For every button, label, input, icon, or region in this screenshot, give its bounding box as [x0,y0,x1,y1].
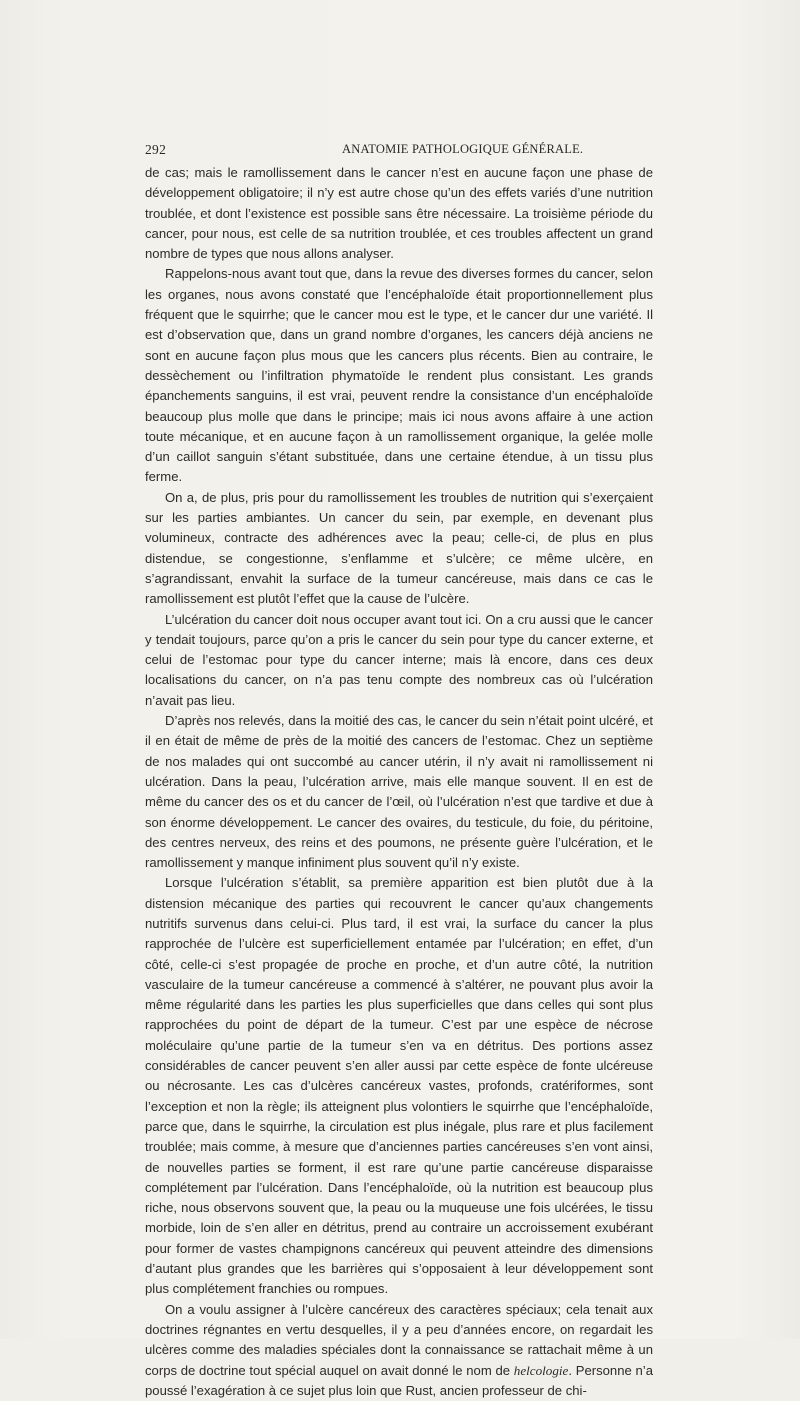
paragraph: Lorsque l’ulcération s’établit, sa première apparition est bien plutôt due à la distension mécanique des parties qui recouvrent le cancer qu’aux changements nutritifs survenus dans celui-ci. Plus tard, il est vrai, la surface du cancer la plus rapprochée de l’ulcère est superficiellement entamée par l’ulcération; en effet, d’un côté, celle-ci s’est propagée de proche en proche, et d’un autre côté, la nutrition vasculaire de la tumeur cancéreuse a commencé à s’altérer, ne pouvant plus avoir la même régularité dans les parties les plus superficielles que dans celles qui sont plus rapprochées du point de départ de la tumeur. C’est par une espèce de nécrose moléculaire qu’une partie de la tumeur s’en va en détritus. Des portions assez considérables de cancer peuvent s’en aller aussi par cette espèce de fonte ulcéreuse ou nécrosante. Les cas d’ulcères cancéreux vastes, profonds, cratériformes, sont l’exception et non la règle; ils atteignent plus volontiers le squirrhe que l’encéphaloïde, parce que, dans le squirrhe, la circulation est plus inégale, plus rare et plus facilement troublée; mais comme, à mesure que d’anciennes parties cancéreuses s’en vont ainsi, de nouvelles parties se forment, il est rare qu’une partie cancéreuse disparaisse complétement par l’ulcération. Dans l’encéphaloïde, où la nutrition est beaucoup plus riche, nous observons souvent que, la peau ou la muqueuse une fois ulcérées, le tissu morbide, loin de s’en aller en détritus, prend au contraire un accroissement exubérant pour former de vastes champignons cancéreux qui peuvent atteindre des dimensions d’autant plus grandes que les barrières qui s’opposaient à leur développement sont plus complétement franchies ou rompues. [145,875,653,1297]
text-segment: . Personne n’a poussé l’exagération à ce sujet plus loin que Rust, ancien professeur de chi- [145,1362,653,1398]
paragraph: On a, de plus, pris pour du ramollissement les troubles de nutrition qui s’exerçaient sur les parties ambiantes. Un cancer du sein, par exemple, en devenant plus volumineux, contracte des adhérences avec la peau; celle-ci, de plus en plus distendue, se congestionne, s’enflamme et s’ulcère; ce même ulcère, en s’agrandissant, envahit la surface de la tumeur cancéreuse, mais dans ce cas le ramollissement est plutôt l’effet que la cause de l’ulcère. [145,489,653,607]
paragraph: D’après nos relevés, dans la moitié des cas, le cancer du sein n’était point ulcéré, et il en était de même de près de la moitié des cancers de l’estomac. Chez un septième de nos malades qui ont succombé au cancer utérin, il n’y avait ni ramollissement ni ulcération. Dans la peau, l’ulcération arrive, mais elle manque souvent. Il en est de même du cancer des os et du cancer de l’œil, où l’ulcération n’est que tardive et due à son énorme développement. Le cancer des ovaires, du testicule, du foie, du péritoine, des centres nerveux, des reins et des poumons, ne présente guère l’ulcération, et le ramollissement y manque infiniment plus souvent qu’il n’y existe. [145,713,653,871]
running-title: ANATOMIE PATHOLOGIQUE GÉNÉRALE. [342,142,584,156]
paragraph: L’ulcération du cancer doit nous occuper avant tout ici. On a cru aussi que le cancer y tendait toujours, parce qu’on a pris le cancer du sein pour type du cancer externe, et celui de l’estomac pour type du cancer interne; mais là encore, dans ces deux localisations du cancer, on n’a pas tenu compte des nombreux cas où l’ulcération n’avait pas lieu. [145,611,653,708]
text-segment: On a voulu assigner à l’ulcère cancéreux des caractères spéciaux; cela tenait aux doctrines régnantes en vertu desquelles, il y a peu d’années encore, on regardait les ulcères comme des maladies spéciales dont la connaissance se rattachait même à un corps de doctrine tout spécial auquel on avait donné le nom de [145,1301,653,1378]
page-number: 292 [145,142,167,157]
paragraph-continuation: de cas; mais le ramollissement dans le cancer n’est en aucune façon une phase de développement obligatoire; il n’y est autre chose qu’un des effets variés d’une nutrition troublée, et dont l’existence est possible sans être nécessaire. La troisième période du cancer, pour nous, est celle de sa nutrition troublée, et ces troubles affectent un grand nombre de types que nous allons analyser. [145,165,653,262]
paragraph: Rappelons-nous avant tout que, dans la revue des diverses formes du cancer, selon les organes, nous avons constaté que l’encéphaloïde était proportionnellement plus fréquent que le squirrhe; que le cancer mou est le type, et le cancer dur une variété. Il est d’observation que, dans un grand nombre d’organes, les cancers déjà anciens ne sont en aucune façon plus mous que les cancers plus récents. Bien au contraire, le dessèchement ou l’infiltration phymatoïde le rendent plus consistant. Les grands épanchements sanguins, il est vrai, peuvent rendre la consistance d’un encéphaloïde beaucoup plus molle que dans le principe; mais ici nous avons affaire à une action toute mécanique, et en aucune façon à un ramollissement organique, la gelée molle d’un caillot sanguin s’étant substituée, dans une certaine étendue, à un tissu plus ferme. [145,266,653,485]
paragraph-last [145,1300,653,1401]
body-text [145,163,653,1401]
italic-term: helcologie [513,1362,569,1378]
page-header [145,142,665,162]
